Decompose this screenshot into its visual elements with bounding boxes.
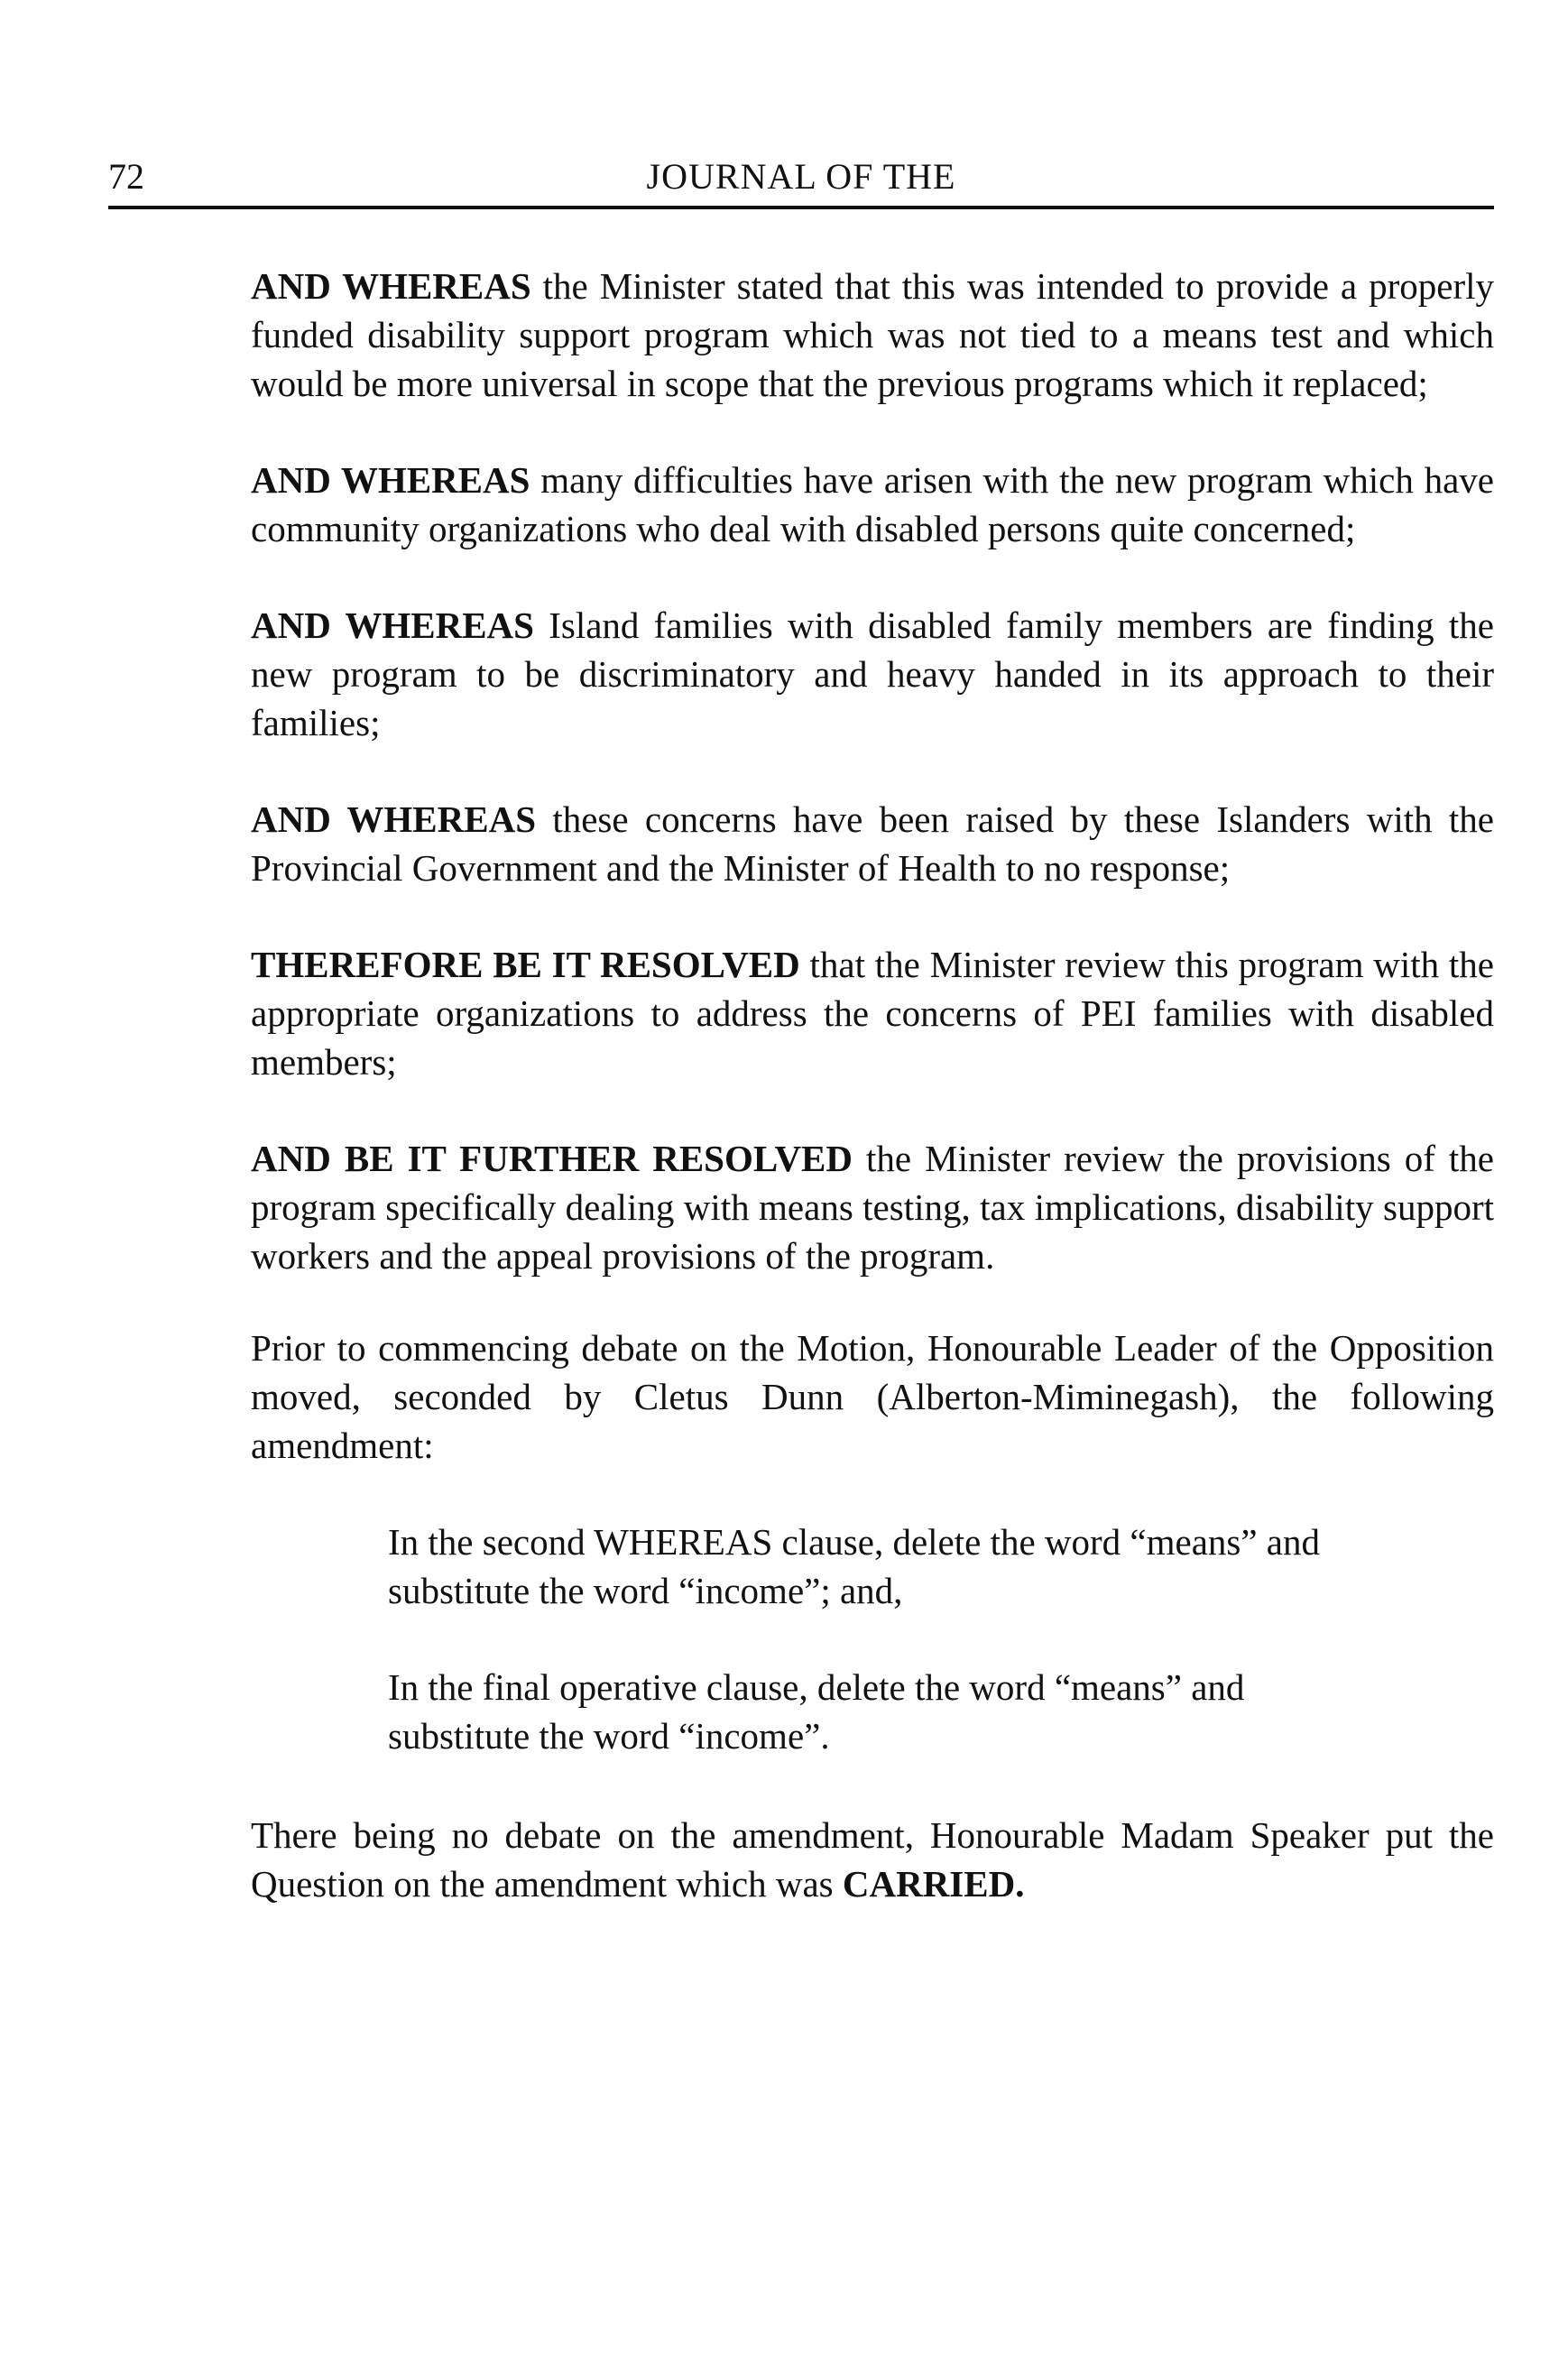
closing-text: There being no debate on the amendment, Honourable Madam Speaker put the Question on the amendment which was — [251, 1814, 1494, 1905]
amendment-item: In the final operative clause, delete the word “means” and substitute the word “income”. — [388, 1666, 1245, 1757]
resolved-paragraph — [251, 940, 1494, 1086]
page-header — [108, 152, 1494, 209]
paragraph-lead: AND BE IT FURTHER RESOLVED — [251, 1138, 853, 1179]
further-resolved-paragraph — [251, 1134, 1494, 1280]
paragraph-text: many difficulties have arisen with the new program which have community organizations who deal with disabled persons quite concerned; — [251, 459, 1494, 549]
paragraph-lead: AND WHEREAS — [251, 798, 537, 840]
paragraph-lead: AND WHEREAS — [251, 265, 531, 307]
whereas-paragraph — [251, 262, 1494, 408]
paragraph-lead: AND WHEREAS — [251, 604, 534, 646]
amendment-block — [388, 1517, 1389, 1760]
whereas-paragraph — [251, 601, 1494, 747]
whereas-paragraph — [251, 795, 1494, 892]
paragraph-text: the Minister review the provisions of the program specifically dealing with means testing, tax implications, disability support workers and the appeal provisions of the program. — [251, 1138, 1494, 1277]
running-head: JOURNAL OF THE — [646, 156, 956, 197]
page-number: 72 — [108, 156, 144, 197]
closing-paragraph — [251, 1811, 1494, 1908]
paragraph-lead: AND WHEREAS — [251, 459, 530, 501]
journal-body — [251, 262, 1494, 1908]
debate-intro-paragraph: Prior to commencing debate on the Motion, Honourable Leader of the Opposition moved, seconded by Cletus Dunn (Alberton-Miminegash), the following amendment: — [251, 1327, 1494, 1466]
paragraph-lead: THEREFORE BE IT RESOLVED — [251, 944, 800, 985]
paragraph-text: the Minister stated that this was intended to provide a properly funded disability support program which was not tied to a means test and which would be more universal in scope that the previous programs which it replaced; — [251, 265, 1494, 404]
amendment-item: In the second WHEREAS clause, delete the word “means” and substitute the word “income”; and, — [388, 1521, 1321, 1611]
paragraph-text: these concerns have been raised by these Islanders with the Provincial Government and the Minister of Health to no response; — [251, 798, 1494, 889]
carried-result: CARRIED. — [842, 1863, 1025, 1905]
paragraph-text: Island families with disabled family members are finding the new program to be discriminatory and heavy handed in its approach to their families; — [251, 604, 1494, 743]
paragraph-text: that the Minister review this program with the appropriate organizations to address the concerns of PEI families with disabled members; — [251, 944, 1495, 1083]
whereas-paragraph — [251, 456, 1494, 553]
